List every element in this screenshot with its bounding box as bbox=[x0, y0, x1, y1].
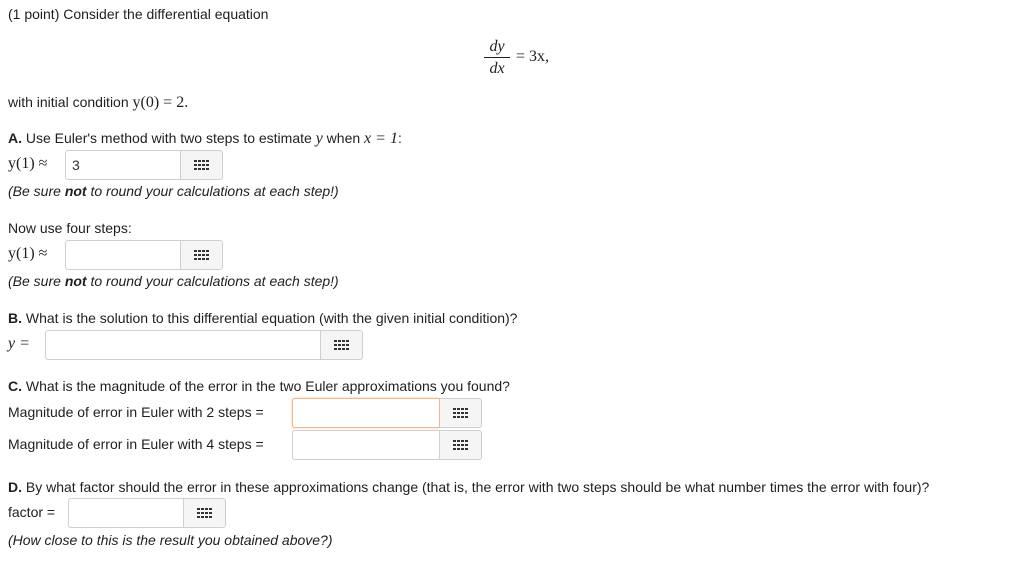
equation-editor-button[interactable] bbox=[440, 398, 482, 428]
grid-icon-cell bbox=[206, 168, 209, 170]
part-c-text: What is the magnitude of the error in the two Euler approximations you found? bbox=[22, 378, 510, 394]
part-a-x-eq: x = 1 bbox=[364, 130, 398, 147]
part-a-question bbox=[8, 130, 402, 148]
grid-icon-cell bbox=[346, 344, 349, 346]
grid-icon-cell bbox=[209, 516, 212, 518]
four-steps-prompt: Now use four steps: bbox=[8, 220, 132, 236]
grid-icon-cell bbox=[453, 408, 456, 410]
initial-condition-text: with initial condition bbox=[8, 94, 133, 110]
grid-icon-cell bbox=[334, 340, 337, 342]
grid-icon-cell bbox=[202, 164, 205, 166]
part-b-label: B. bbox=[8, 310, 22, 326]
grid-icon-cell bbox=[197, 516, 200, 518]
part-a-when: when bbox=[322, 130, 365, 146]
grid-icon-cell bbox=[202, 254, 205, 256]
grid-icon-cell bbox=[205, 512, 208, 514]
grid-icon-cell bbox=[209, 512, 212, 514]
note-suffix: to round your calculations at each step!) bbox=[86, 273, 339, 289]
fraction-bar bbox=[484, 57, 510, 58]
grid-icon bbox=[334, 340, 350, 352]
grid-icon-cell bbox=[346, 348, 349, 350]
grid-icon-cell bbox=[342, 340, 345, 342]
part-b-question bbox=[8, 310, 517, 326]
note-bold: not bbox=[64, 183, 87, 199]
grid-icon-cell bbox=[201, 512, 204, 514]
grid-icon-cell bbox=[202, 250, 205, 252]
grid-icon bbox=[194, 250, 210, 262]
grid-icon-cell bbox=[465, 448, 468, 450]
grid-icon-cell bbox=[461, 448, 464, 450]
part-b-y-label-text: y = bbox=[8, 335, 30, 352]
grid-icon-cell bbox=[461, 416, 464, 418]
error-two-steps-label: Magnitude of error in Euler with 2 steps = bbox=[8, 404, 264, 420]
initial-condition bbox=[8, 94, 188, 112]
grid-icon-cell bbox=[465, 412, 468, 414]
part-b-text: What is the solution to this differential equation (with the given initial condition)? bbox=[22, 310, 518, 326]
euler-four-steps-input[interactable] bbox=[65, 240, 181, 270]
part-a-approx-label-1: y(1) ≈ bbox=[8, 155, 48, 172]
fraction-numerator: dy bbox=[489, 38, 505, 55]
grid-icon-cell bbox=[457, 440, 460, 442]
grid-icon-cell bbox=[338, 348, 341, 350]
part-a-var-y: y bbox=[315, 130, 323, 147]
fraction-denominator: dx bbox=[489, 60, 505, 77]
grid-icon bbox=[453, 440, 469, 452]
grid-icon-cell bbox=[461, 440, 464, 442]
part-c-question bbox=[8, 378, 510, 394]
grid-icon-cell bbox=[206, 250, 209, 252]
grid-icon-cell bbox=[194, 254, 197, 256]
grid-icon-cell bbox=[201, 508, 204, 510]
grid-icon-cell bbox=[198, 168, 201, 170]
equation-editor-button[interactable] bbox=[321, 330, 363, 360]
grid-icon-cell bbox=[465, 408, 468, 410]
initial-condition-math: y(0) = 2. bbox=[132, 94, 189, 111]
solution-input[interactable] bbox=[45, 330, 321, 360]
part-a-approx-label-2: y(1) ≈ bbox=[8, 245, 48, 262]
grid-icon-cell bbox=[194, 258, 197, 260]
equation-rhs: = 3x, bbox=[516, 48, 550, 65]
grid-icon-cell bbox=[453, 440, 456, 442]
grid-icon-cell bbox=[206, 164, 209, 166]
note-bold: not bbox=[64, 273, 87, 289]
euler-two-steps-input[interactable]: 3 bbox=[65, 150, 181, 180]
grid-icon-cell bbox=[461, 444, 464, 446]
grid-icon-cell bbox=[342, 344, 345, 346]
part-a-label: A. bbox=[8, 130, 22, 146]
grid-icon-cell bbox=[202, 160, 205, 162]
grid-icon-cell bbox=[457, 408, 460, 410]
grid-icon-cell bbox=[338, 340, 341, 342]
part-a-note-1 bbox=[8, 183, 339, 199]
part-a-note-2 bbox=[8, 273, 339, 289]
equation-editor-button[interactable] bbox=[181, 240, 223, 270]
grid-icon-cell bbox=[205, 516, 208, 518]
part-d-text: By what factor should the error in these approximations change (that is, the error with two steps should be what number times the error with four)? bbox=[22, 479, 930, 495]
grid-icon-cell bbox=[205, 508, 208, 510]
grid-icon-cell bbox=[334, 344, 337, 346]
note-suffix: to round your calculations at each step!) bbox=[86, 183, 339, 199]
grid-icon-cell bbox=[453, 412, 456, 414]
grid-icon-cell bbox=[209, 508, 212, 510]
grid-icon-cell bbox=[198, 254, 201, 256]
part-b-y-label bbox=[8, 335, 30, 353]
grid-icon-cell bbox=[201, 516, 204, 518]
part-d-label: D. bbox=[8, 479, 22, 495]
factor-input[interactable] bbox=[68, 498, 184, 528]
grid-icon-cell bbox=[342, 348, 345, 350]
grid-icon-cell bbox=[194, 160, 197, 162]
part-d-note: (How close to this is the result you obtained above?) bbox=[8, 532, 333, 548]
grid-icon-cell bbox=[194, 168, 197, 170]
grid-icon-cell bbox=[461, 408, 464, 410]
equation-editor-button[interactable] bbox=[184, 498, 226, 528]
error-two-steps-input[interactable] bbox=[292, 398, 440, 428]
note-prefix: (Be sure bbox=[8, 183, 65, 199]
part-d-question bbox=[8, 479, 929, 495]
equation-editor-button[interactable] bbox=[440, 430, 482, 460]
grid-icon-cell bbox=[346, 340, 349, 342]
equation-editor-button[interactable] bbox=[181, 150, 223, 180]
grid-icon-cell bbox=[453, 448, 456, 450]
grid-icon-cell bbox=[197, 512, 200, 514]
grid-icon-cell bbox=[453, 444, 456, 446]
grid-icon-cell bbox=[457, 448, 460, 450]
grid-icon-cell bbox=[334, 348, 337, 350]
grid-icon-cell bbox=[194, 164, 197, 166]
grid-icon-cell bbox=[457, 416, 460, 418]
grid-icon-cell bbox=[453, 416, 456, 418]
grid-icon-cell bbox=[457, 412, 460, 414]
grid-icon-cell bbox=[465, 416, 468, 418]
grid-icon-cell bbox=[198, 258, 201, 260]
problem-header: (1 point) Consider the differential equation bbox=[8, 6, 269, 22]
grid-icon-cell bbox=[194, 250, 197, 252]
grid-icon-cell bbox=[461, 412, 464, 414]
grid-icon-cell bbox=[198, 160, 201, 162]
grid-icon-cell bbox=[465, 440, 468, 442]
part-c-label: C. bbox=[8, 378, 22, 394]
grid-icon-cell bbox=[457, 444, 460, 446]
grid-icon-cell bbox=[206, 258, 209, 260]
note-prefix: (Be sure bbox=[8, 273, 65, 289]
part-a-text: Use Euler's method with two steps to estimate bbox=[22, 130, 316, 146]
grid-icon bbox=[194, 160, 210, 172]
grid-icon-cell bbox=[202, 168, 205, 170]
grid-icon-cell bbox=[206, 160, 209, 162]
error-four-steps-label: Magnitude of error in Euler with 4 steps = bbox=[8, 436, 264, 452]
factor-label: factor = bbox=[8, 504, 56, 520]
grid-icon-cell bbox=[465, 444, 468, 446]
grid-icon-cell bbox=[198, 164, 201, 166]
grid-icon-cell bbox=[202, 258, 205, 260]
grid-icon bbox=[453, 408, 469, 420]
derivative-fraction bbox=[484, 38, 510, 78]
grid-icon bbox=[197, 508, 213, 520]
part-a-colon: : bbox=[397, 130, 402, 146]
grid-icon-cell bbox=[206, 254, 209, 256]
error-four-steps-input[interactable] bbox=[292, 430, 440, 460]
grid-icon-cell bbox=[338, 344, 341, 346]
grid-icon-cell bbox=[198, 250, 201, 252]
grid-icon-cell bbox=[197, 508, 200, 510]
